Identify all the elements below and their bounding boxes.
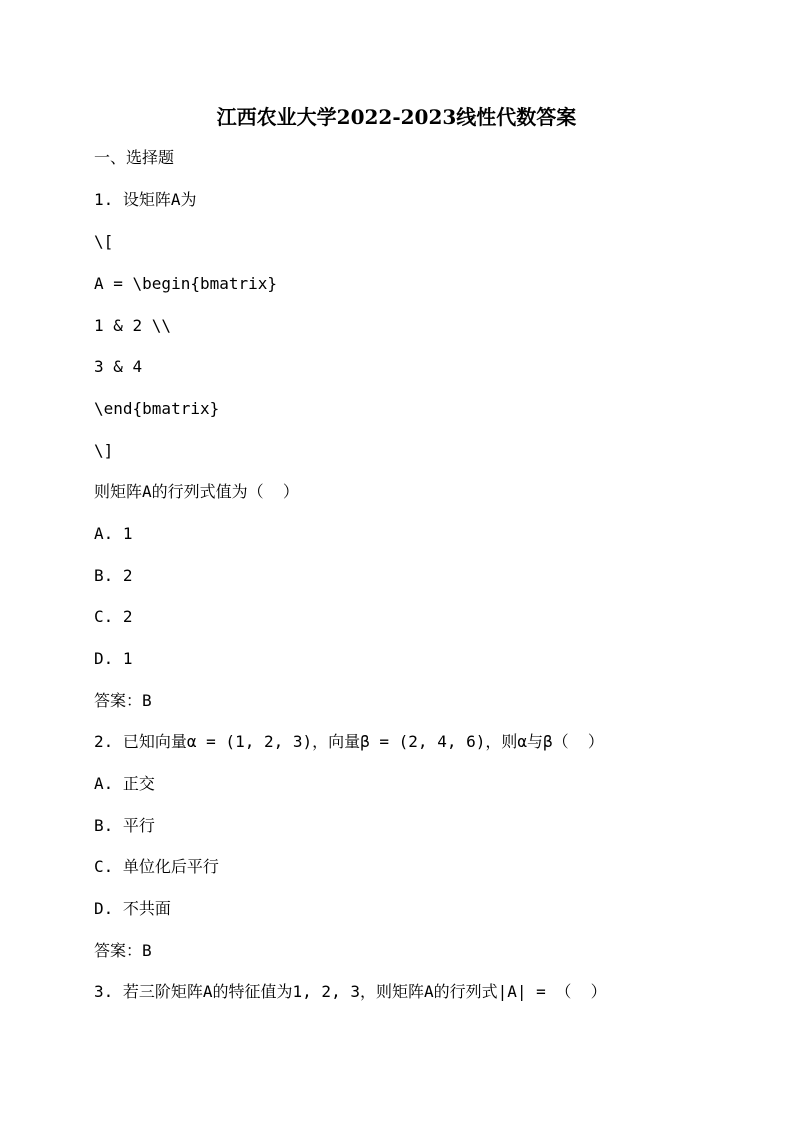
latex-line: A = \begin{bmatrix}: [94, 274, 278, 293]
latex-line: \]: [94, 441, 114, 460]
option-c: C. 2: [94, 607, 133, 626]
document-title: 江西农业大学2022-2023线性代数答案: [216, 105, 577, 129]
option-d: D. 1: [94, 649, 133, 668]
latex-line: 3 & 4: [94, 357, 143, 376]
question-2-stem: 2. 已知向量α = (1, 2, 3)，向量β = (2, 4, 6)，则α与β（ ）: [94, 732, 604, 751]
latex-line: \[: [94, 232, 114, 251]
latex-line: \end{bmatrix}: [94, 399, 220, 418]
question-3-stem: 3. 若三阶矩阵A的特征值为1, 2, 3，则矩阵A的行列式|A| = （ ）: [94, 982, 607, 1001]
answer: 答案：B: [94, 691, 152, 710]
option-d: D. 不共面: [94, 899, 171, 918]
answer: 答案：B: [94, 941, 152, 960]
question-1-stem: 1. 设矩阵A为: [94, 190, 197, 209]
option-a: A. 1: [94, 524, 133, 543]
option-b: B. 2: [94, 566, 133, 585]
option-c: C. 单位化后平行: [94, 857, 219, 876]
option-a: A. 正交: [94, 774, 155, 793]
question-1-prompt: 则矩阵A的行列式值为（ ）: [94, 482, 299, 501]
option-b: B. 平行: [94, 816, 155, 835]
latex-line: 1 & 2 \\: [94, 316, 172, 335]
section-heading: 一、选择题: [94, 148, 175, 167]
